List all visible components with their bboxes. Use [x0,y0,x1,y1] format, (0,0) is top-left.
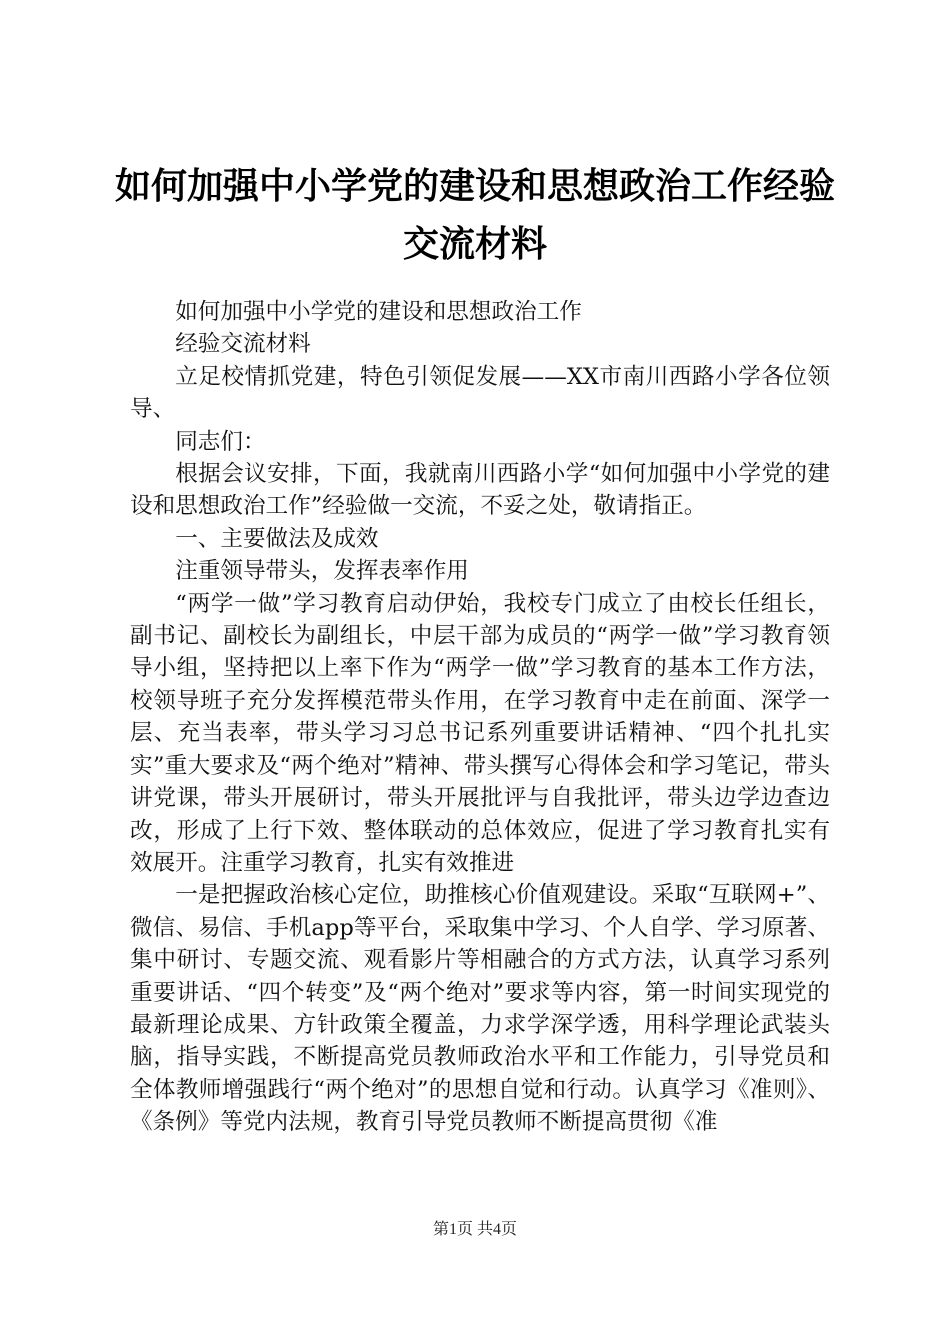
paragraph-body-2: 一是把握政治核心定位，助推核心价值观建设。采取“互联网+”、微信、易信、手机app等平台，采取集中学习、个人自学、学习原著、集中研讨、专题交流、观看影片等相融合的方式方法，认真学习系列重要讲话、“四个转变”及“两个绝对”要求等内容，第一时间实现党的最新理论成果、方针政策全覆盖，力求学深学透，用科学理论武装头脑，指导实践，不断提高党员教师政治水平和工作能力，引导党员和全体教师增强践行“两个绝对”的思想自觉和行动。认真学习《准则》、《条例》等党内法规，教育引导党员教师不断提高贯彻《准 [130,882,830,1136]
section-heading: 一、主要做法及成效 [175,525,379,552]
paragraph-subtitle-1: 如何加强中小学党的建设和思想政治工作 [175,299,582,325]
document-title-line-1: 如何加强中小学党的建设和思想政治工作经验 [114,165,835,207]
paragraph-body-1: “两学一做”学习教育启动伊始，我校专门成立了由校长任组长，副书记、副校长为副组长，中层干部为成员的“两学一做”学习教育领导小组，坚持把以上率下作为“两学一做”学习教育的基本工作方法，校领导班子充分发挥模范带头作用，在学习教育中走在前面、深学一层、充当表率，带头学习习总书记系列重要讲话精神、“四个扎扎实实”重大要求及“两个绝对”精神、带头撰写心得体会和学习笔记，带头讲党课，带头开展研讨，带头开展批评与自我批评，带头边学边查边改，形成了上行下效、整体联动的总体效应，促进了学习教育扎实有效展开。注重学习教育，扎实有效推进 [130,590,830,876]
subsection-heading: 注重领导带头，发挥表率作用 [175,558,469,585]
paragraph-theme: 立足校情抓党建，特色引领促发展——XX市南川西路小学各位领导、 [130,363,830,423]
paragraph-greeting: 同志们： [175,428,266,455]
page-number-footer: 第1页 共4页 [432,1221,517,1238]
paragraph-subtitle-2: 经验交流材料 [175,331,311,358]
document-body [130,296,830,1139]
document-title-line-2: 交流材料 [402,223,547,265]
paragraph-intro: 根据会议安排，下面，我就南川西路小学“如何加强中小学党的建设和思想政治工作”经验做一交流，不妥之处，敬请指正。 [130,461,830,520]
